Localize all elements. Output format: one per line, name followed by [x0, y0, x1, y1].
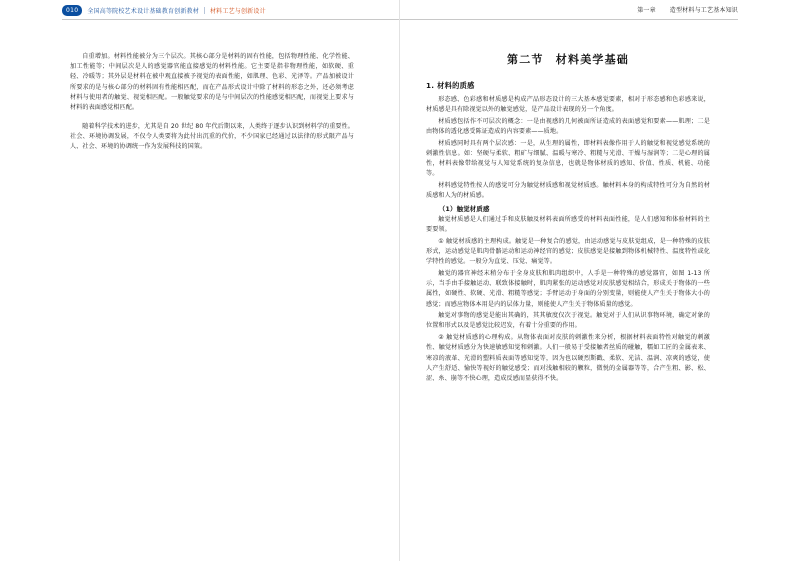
- paragraph: 触觉的器官神经末稍分布于全身皮肤和肌肉组织中，人手是一种特殊的感觉器官，如图 1-13 所示，当手由手接触运动、联致体接触时，肌肉紧张的运动感觉对皮肤感觉相结合，形成关于物体的一些属性，如硬性、软硬、光滑、粗糙等感觉；手臂运动于身面的分别变量，则能使人产生关于物体大小的感觉；而感应物体本用是内的层体力量，则能使人产生关于物体质量的感觉。: [426, 269, 710, 308]
- paragraph: 触觉材质感是人们通过手和皮肤触及材料表面所感受的材料表面性能，是人们感知和体验材料的主要要领。: [426, 215, 710, 234]
- sub-subsection-heading: （1）触觉材质感: [438, 204, 490, 213]
- paragraph: 材质感同时具有两个层次感：一是，从生理的属性，即材料表像作用于人的触觉和视觉感觉系统的刺激性信息。如：坚硬与柔软、粗矿与细腻、温暖与寒冷、粗糙与光滑、干燥与湿润等；二是心理的属性，材料表像带给视觉与人知觉系统的复杂信息，也就是物体材质的感知、价值、性质、机能、功能等。: [426, 139, 710, 178]
- paragraph: 随着科学技术的进步，尤其是自 20 世纪 80 年代后期以来，人类终于逐步认识到材料学的重要性。社会、环境协调发展，不仅令人类要将为此付出沉重的代价，不少国家已经通过以法律的形式限产品与人、社会、环境的协调统一作为发展科技的国策。: [70, 122, 354, 151]
- paragraph-spacer: [70, 115, 354, 122]
- folio-number: 010: [62, 5, 82, 16]
- right-column: [426, 52, 710, 386]
- header-chapter-title: 造型材料与工艺基本知识: [669, 7, 738, 14]
- paragraph: 形态感、色彩感和材质感是构成产品形态设计的三大基本感觉要素，相对于形态感和色彩感来说，材质感是具有除视觉以外的触觉感觉，是产品设计表现的另一个角度。: [426, 96, 710, 114]
- paragraph: ② 触觉材质感的心理构成。从物体表面对皮肤的刺激性来分析，根据材料表面特性对触觉的刺激性、触觉材质感分为快速敏感知觉和刺激。人们一般易于受接触者丝质的碰触，糯如工匠的金属表来、寒凉的液革、光滑的塑料质表面等感知觉等，因为也以硬烈斯戳、柔软、光洁、温润、凉爽的感觉，使人产生舒适、愉快等视好的触觉感受；而对浅触相较的颗粒，微悦的金属器等等，合产生粗、影、松、涩、糸、崩等不快心理，造成反感而显获得不快。: [426, 334, 710, 382]
- paragraph: 材质感包括作不可层次的概念：一是由视感的几何被面所证造成的表面感觉和要素——肌理；二是由物体的透化感受陈证造成的内容要素——质地。: [426, 117, 710, 136]
- header-series-title: 全国高等院校艺术设计基础教育创新教材: [87, 8, 199, 15]
- header-subject-title: 材料工艺与创新设计: [209, 8, 266, 15]
- page-spine-divider: [399, 0, 400, 561]
- section-heading: 第二节 材料美学基础: [507, 53, 629, 66]
- header-chapter-number: 第一章: [637, 7, 656, 14]
- paragraph: 材料感觉特性按人的感觉可分为触觉材质感和视觉材质感。触材料本身的构成特性可分为自然的材质感和人为的材质感。: [426, 182, 710, 200]
- left-column: [70, 52, 354, 154]
- page-header: [0, 0, 800, 22]
- paragraph: 触觉对事物的感觉是能出其确的，其其敏度仅次于视觉。触觉对于人们从识事物环境，确定对象的位置和形式以及是感觉比较迟发，有着十分重要的作用。: [426, 312, 710, 330]
- header-left-group: [62, 5, 266, 16]
- header-divider: [204, 7, 205, 14]
- paragraph: 自重增加。材料性能被分为三个层次。其核心部分是材料的固有性能，包括物理性能、化学性能、加工性能等；中间层次是人的感觉器官能直接感觉的材料性能。它主要是指非物理性能，如软硬、重轻、冷暖等；其外层是材料在被中观直接被予视觉的表面性能，如肌理、色彩、光泽等。产品加被设计所要求的是与核心部分的材料固有性能相匹配，而在产品形式设计中除了材料的形态之外，还必须考虑材料与使用者的触觉、视觉相匹配。一般触觉要求的是与中间层次的性能感觉相匹配，而视觉上要求与材料的表面感觉相匹配。: [70, 53, 354, 112]
- header-right-group: [637, 5, 738, 14]
- header-rule: [62, 19, 738, 20]
- paragraph: ① 触觉材质感的主理构成。触觉是一种复合的感觉，由运动感觉与皮肤觉组成，是一种特殊的皮肤形式，运动感觉是肌肉骨骼运动和运动神经官的感觉；皮肤感觉是接触到物体机械特性、温度特性或化学特性的感觉。一般分为直觉、压觉、痛觉等。: [426, 237, 710, 266]
- subsection-heading: 1. 材料的质感: [426, 81, 475, 90]
